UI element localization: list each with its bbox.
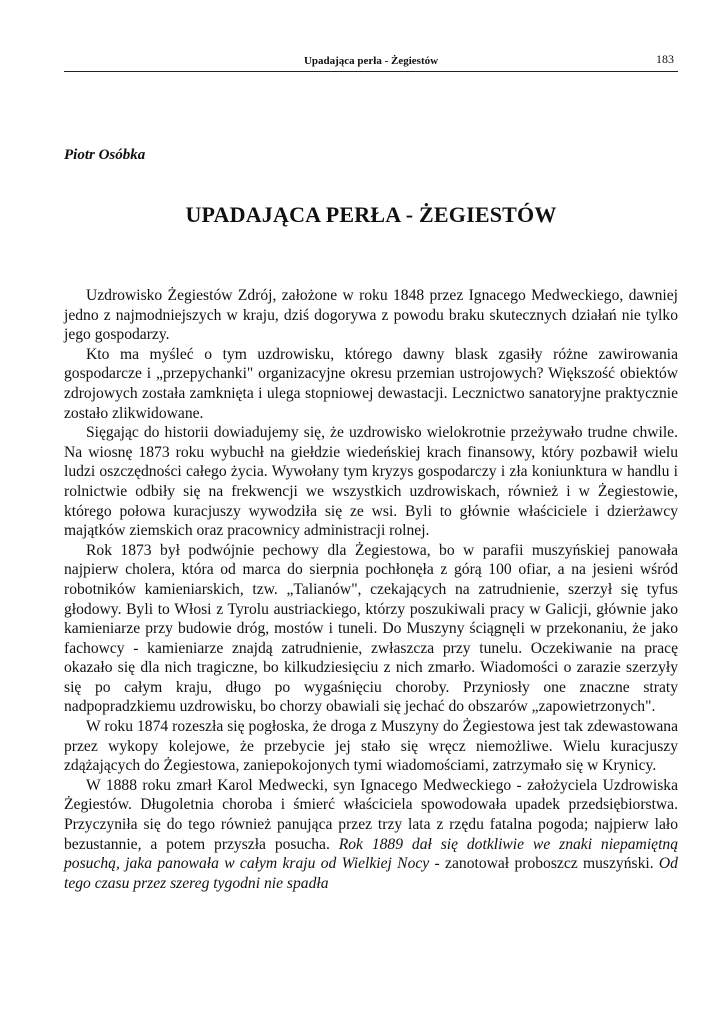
paragraph-text: Uzdrowisko Żegiestów Zdrój, założone w roku 1848 przez Ignacego Medweckiego, dawniej jedno z najmodniejszych w kraju, dziś dogorywa z powodu braku skutecznych działań nie tylko jego gospodarzy. (64, 287, 678, 344)
paragraph-text: Kto ma myśleć o tym uzdrowisku, którego dawny blask zgasiły różne zawirowania gospodarcze i „przepychanki" organizacyjne okresu przemian ustrojowych? Większość obiektów zdrojowych została zamknięta i ulega stopniowej dewastacji. Lecznictwo sanatoryjne praktycznie zostało zlikwidowane. (64, 345, 678, 422)
page-number: 183 (656, 52, 674, 66)
paragraph (64, 423, 678, 541)
paragraph-text: Sięgając do historii dowiadujemy się, że uzdrowisko wielokrotnie przeżywało trudne chwile. Na wiosnę 1873 roku wybuchł na giełdzie wiedeńskiej krach finansowy, który pozbawił wielu ludzi oszczędności całego życia. Wywołany tym kryzys gospodarczy i zła koniunktura w handlu i rolnictwie odbiły się na frekwencji we wszystkich uzdrowiskach, również i w Żegiestowie, którego połowa kuracjuszy wywodziła się ze wsi. Byli to głównie właściciele i dzierżawcy majątków ziemskich oraz pracownicy administracji rolnej. (64, 424, 678, 540)
paragraph-text: W 1888 roku zmarł Karol Medwecki, syn Ignacego Medweckiego - założyciela Uzdrowiska Żegiestów. Długoletnia choroba i śmierć właściciela spowodowała upadek przedsiębiorstwa. Przyczyniła się do tego również panująca przez trzy lata z rzędu fatalna pogoda; najpierw lało bezustannie, a potem przyszła posucha. (64, 776, 678, 853)
paragraph-text: Rok 1873 był podwójnie pechowy dla Żegiestowa, bo w parafii muszyńskiej panowała najpierw cholera, która od marca do sierpnia pochłonęła z górą 100 ofiar, a na jesieni wśród robotników kamieniarskich, tzw. „Talianów", czekających na zatrudnienie, szerzył się tyfus głodowy. Byli to Włosi z Tyrolu austriackiego, którzy poszukiwali pracy w Galicji, głównie jako kamieniarze przy budowie dróg, mostów i tuneli. Do Muszyny ściągnęli w przekonaniu, że jako fachowcy - kamieniarze znajdą zatrudnienie, zwłaszcza przy tunelu. Oczekiwanie na pracę okazało się dla nich tragiczne, bo kilkudziesięciu z nich zmarło. Wiadomości o zarazie szerzyły się po całym kraju, długo po wygaśnięciu choroby. Przyniosły one znaczne straty nadpopradzkiemu uzdrowisku, bo chorzy obawiali się jechać do obszarów „zapowietrzonych". (64, 541, 678, 716)
quotation-italic: Od tego czasu przez szereg tygodni nie spadła (64, 855, 678, 892)
header-divider (64, 71, 678, 72)
article-title: UPADAJĄCA PERŁA - ŻEGIESTÓW (185, 202, 557, 227)
author-name: Piotr Osóbka (64, 147, 146, 163)
paragraph (64, 776, 678, 894)
article-body (64, 286, 678, 893)
paragraph (64, 717, 678, 776)
paragraph (64, 541, 678, 717)
running-title: Upadająca perła - Żegiestów (303, 55, 439, 67)
paragraph-text: W roku 1874 rozeszła się pogłoska, że droga z Muszyny do Żegiestowa jest tak zdewastowana przez wykopy kolejowe, że przebycie jej stało się wręcz niemożliwe. Wielu kuracjuszy zdążających do Żegiestowa, zaniepokojonych tymi wiadomościami, zatrzymało się w Krynicy. (64, 718, 678, 775)
paragraph-text: - zanotował proboszcz muszyński. (429, 855, 659, 873)
paragraph (64, 286, 678, 345)
quotation-italic: Rok 1889 dał się dotkliwie we znaki niepamiętną posuchą, jaka panowała w całym kraju od Wielkiej Nocy (64, 835, 678, 873)
paragraph (64, 345, 678, 423)
running-header (64, 50, 678, 70)
